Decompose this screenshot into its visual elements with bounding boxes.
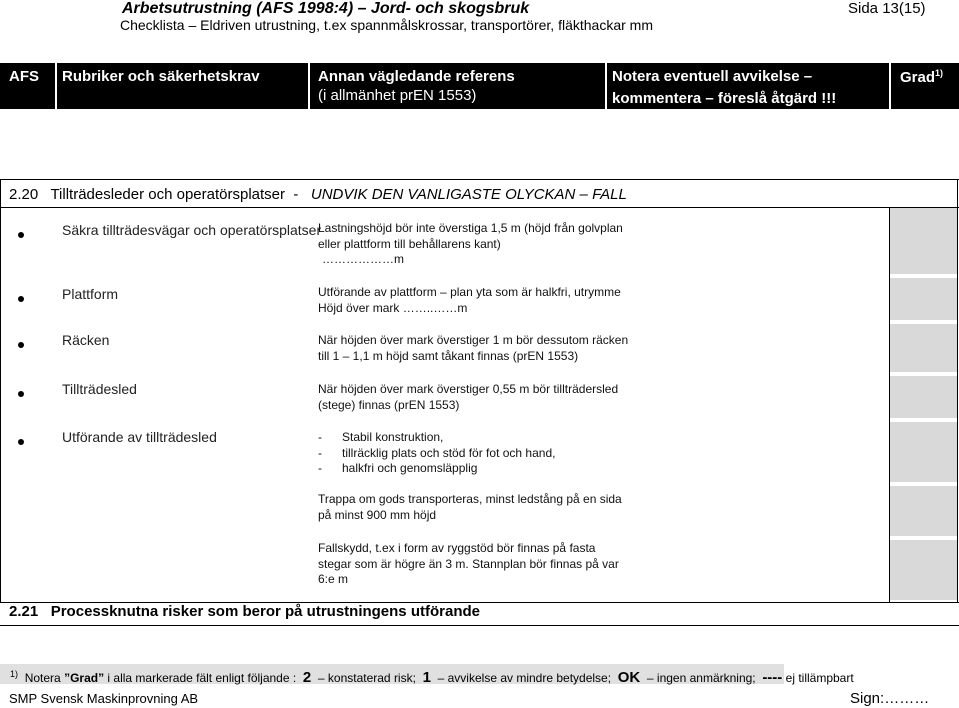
section-number: 2.20 — [9, 186, 39, 203]
guidance-line: Trappa om gods transporteras, minst ledstång på en sida — [318, 492, 622, 506]
list-item-text: Stabil konstruktion, — [342, 430, 444, 444]
guidance-line: på minst 900 mm höjd — [318, 507, 437, 522]
footnote-mark: 1) — [10, 669, 19, 679]
section-heading — [9, 186, 627, 203]
list-item — [318, 461, 555, 477]
table-top-border — [0, 179, 959, 180]
grade-code: 2 — [302, 669, 312, 686]
grade-cell[interactable] — [890, 376, 957, 418]
column-grad-label: Grad — [900, 69, 936, 86]
list-dash: - — [318, 461, 322, 475]
bullet-icon — [18, 391, 24, 397]
list-item — [318, 430, 555, 446]
grade-footnote — [0, 664, 854, 686]
column-header-bar — [0, 63, 959, 109]
footnote-text: Notera — [24, 671, 61, 685]
grade-cell[interactable] — [890, 486, 957, 536]
next-section-number: 2.21 — [9, 603, 39, 620]
section-title-border — [0, 207, 959, 208]
table-right-border — [957, 179, 958, 603]
guidance-text — [318, 221, 623, 268]
column-grad — [900, 68, 943, 114]
bullet-icon — [18, 232, 24, 238]
footnote-text: – konstaterad risk; — [317, 671, 416, 685]
page-number: Sida 13(15) — [848, 0, 926, 17]
column-divider — [605, 63, 607, 109]
guidance-text — [318, 382, 618, 413]
guidance-line: ………………m — [322, 252, 404, 266]
list-item — [318, 446, 555, 462]
column-rubriker: Rubriker och säkerhetskrav — [62, 68, 260, 85]
bullet-icon — [18, 296, 24, 302]
grade-cell[interactable] — [890, 324, 957, 372]
guidance-text — [318, 333, 628, 364]
section-separator: - — [293, 186, 299, 203]
guidance-list — [318, 430, 555, 477]
column-notera-line2: kommentera – föreslå åtgärd !!! — [612, 90, 837, 107]
bullet-icon — [18, 439, 24, 445]
list-dash: - — [318, 445, 322, 460]
list-dash: - — [318, 430, 322, 444]
table-left-border — [0, 179, 1, 603]
column-annan-line1: Annan vägledande referens — [318, 68, 515, 85]
guidance-line: Höjd över mark ……..……m — [318, 300, 468, 315]
row-label: Räcken — [62, 332, 110, 348]
guidance-line: 6:e m — [318, 572, 349, 586]
section-title-text: Tillträdesleder och operatörsplatser — [50, 186, 285, 203]
signature-field[interactable]: Sign:……… — [850, 690, 930, 707]
grade-code: 1 — [422, 669, 431, 686]
column-notera — [612, 68, 836, 114]
guidance-text — [318, 492, 622, 523]
guidance-line: till 1 – 1,1 m höjd samt tåkant finnas (prEN 1553) — [318, 348, 579, 363]
row-label: Utförande av tillträdesled — [62, 429, 217, 445]
grade-code: ---- — [762, 669, 783, 686]
footnote-text: i alla markerade fält enligt följande : — [107, 671, 297, 685]
column-divider — [55, 63, 57, 109]
grade-cell[interactable] — [890, 208, 957, 274]
column-afs: AFS — [9, 68, 39, 85]
document-title: Arbetsutrustning (AFS 1998:4) – Jord- och skogsbruk — [122, 0, 530, 17]
footnote-text: – ingen anmärkning; — [646, 671, 756, 685]
column-grad-footnote-mark: 1) — [935, 68, 944, 78]
column-annan-referens — [318, 68, 515, 114]
row-label: Tillträdesled — [62, 381, 137, 397]
next-section-title: Processknutna risker som beror på utrustningens utförande — [50, 603, 480, 620]
list-item-text: halkfri och genomsläpplig — [342, 461, 478, 475]
section-next-border — [0, 625, 959, 626]
guidance-line: Utförande av plattform – plan yta som är halkfri, utrymme — [318, 285, 621, 299]
guidance-line: Fallskydd, t.ex i form av ryggstöd bör finnas på fasta — [318, 541, 596, 555]
footnote-text: ej tillämpbart — [785, 671, 854, 685]
guidance-line: (stege) finnas (prEN 1553) — [318, 397, 460, 412]
list-item-text: tillräcklig plats och stöd för fot och hand, — [342, 445, 556, 460]
guidance-text — [318, 285, 621, 316]
grade-code: OK — [617, 669, 641, 686]
guidance-line: Lastningshöjd bör inte överstiga 1,5 m (höjd från golvplan — [318, 221, 623, 235]
grade-cell[interactable] — [890, 278, 957, 320]
footnote-text: – avvikelse av mindre betydelse; — [437, 671, 612, 685]
row-label: Säkra tillträdesvägar och operatörsplatser — [62, 222, 322, 238]
document-subtitle: Checklista – Eldriven utrustning, t.ex spannmålskrossar, transportörer, fläkthackar mm — [120, 17, 653, 33]
column-divider — [889, 63, 891, 109]
footnote-text: ”Grad” — [64, 671, 105, 685]
grade-cell[interactable] — [890, 422, 957, 482]
grade-cell[interactable] — [890, 540, 957, 600]
guidance-line: När höjden över mark överstiger 1 m bör dessutom räcken — [318, 333, 629, 347]
row-label: Plattform — [62, 286, 119, 302]
footer-organization: SMP Svensk Maskinprovning AB — [9, 691, 199, 706]
column-divider — [308, 63, 310, 109]
guidance-line: När höjden över mark överstiger 0,55 m bör tillträdersled — [318, 382, 619, 396]
guidance-line: stegar som är högre än 3 m. Stannplan bör finnas på var — [318, 556, 619, 571]
section-emphasis: UNDVIK DEN VANLIGASTE OLYCKAN – FALL — [310, 186, 627, 203]
column-annan-line2: (i allmänhet prEN 1553) — [318, 87, 477, 104]
next-section-heading — [9, 603, 480, 620]
guidance-text — [318, 541, 619, 588]
bullet-icon — [18, 342, 24, 348]
guidance-line: eller plattform till behållarens kant) — [318, 236, 501, 251]
column-notera-line1: Notera eventuell avvikelse – — [612, 68, 813, 85]
